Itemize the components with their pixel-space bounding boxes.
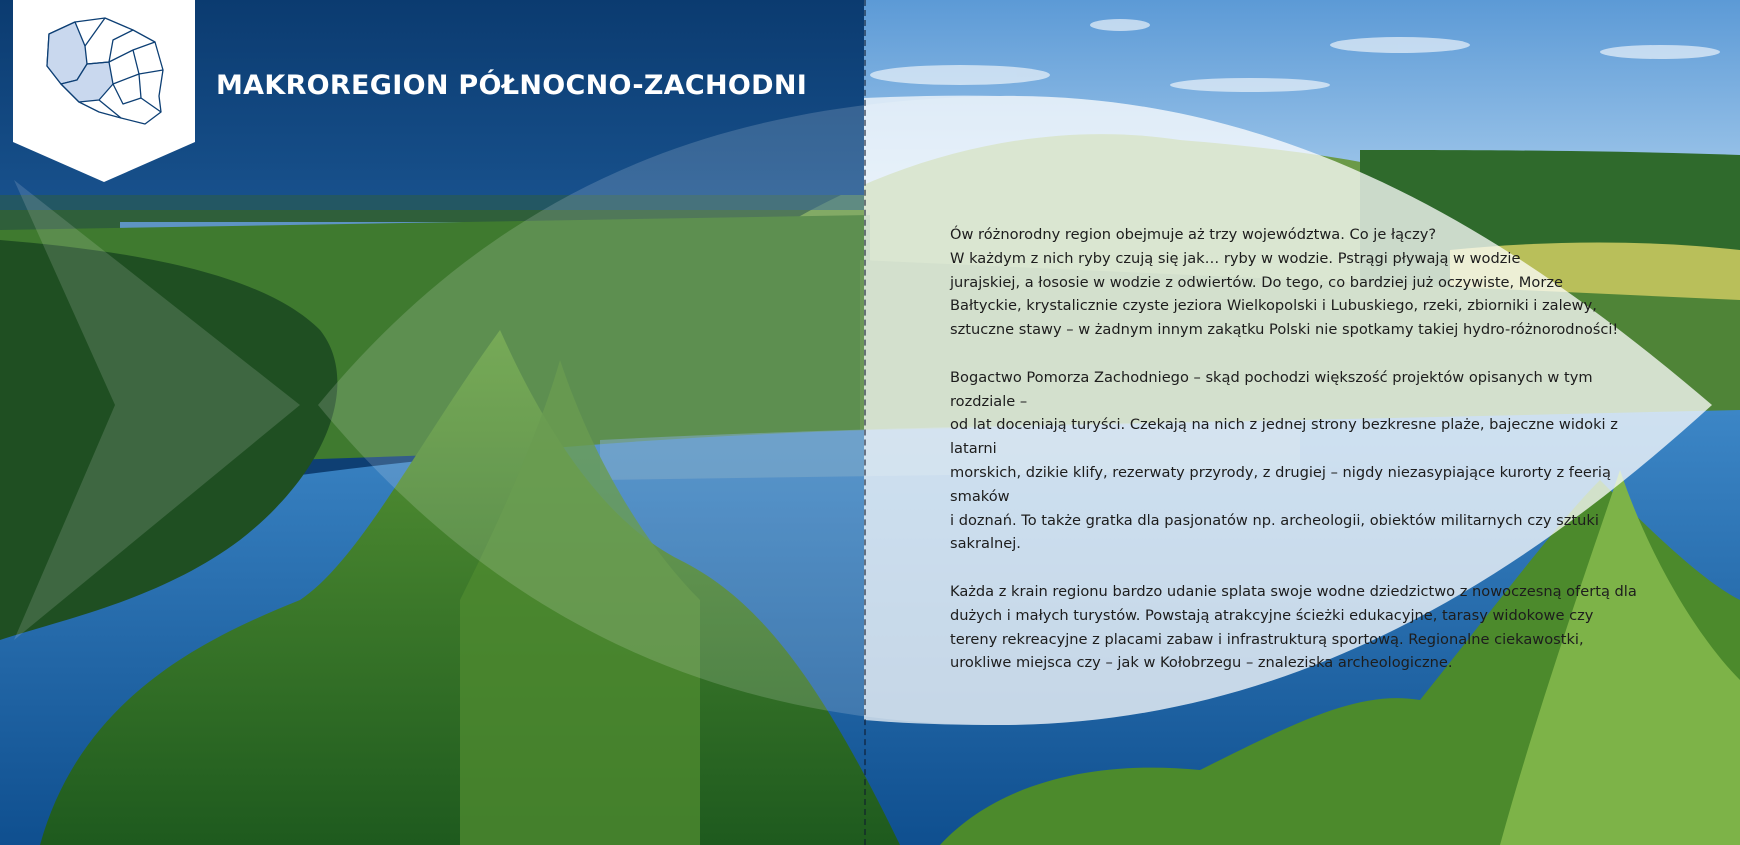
paragraph — [950, 580, 1650, 675]
text-line: jurajskiej, a łososie w wodzie z odwiertów. Do tego, co bardziej już oczywiste, Morze — [950, 273, 1563, 291]
text-line: morskich, dzikie klify, rezerwaty przyrody, z drugiej – nigdy niezasypiające kurorty z feerią smaków — [950, 463, 1611, 505]
text-line: i doznań. To także gratka dla pasjonatów np. archeologii, obiektów militarnych czy sztuki sakralnej. — [950, 511, 1599, 553]
page-spine-divider — [864, 0, 866, 845]
text-line: Każda z krain regionu bardzo udanie splata swoje wodne dziedzictwo z nowoczesną ofertą dla — [950, 582, 1637, 600]
text-line: dużych i małych turystów. Powstają atrakcyjne ścieżki edukacyjne, tarasy widokowe czy — [950, 606, 1594, 624]
text-line: urokliwe miejsca czy – jak w Kołobrzegu – znaleziska archeologiczne. — [950, 654, 1453, 672]
text-line: tereny rekreacyjne z placami zabaw i infrastrukturą sportową. Regionalne ciekawostki, — [950, 630, 1584, 648]
body-text — [950, 223, 1650, 699]
map-badge — [13, 0, 195, 182]
text-line: W każdym z nich ryby czują się jak… ryby w wodzie. Pstrągi pływają w wodzie — [950, 249, 1521, 267]
paragraph — [950, 366, 1650, 556]
text-line: Bogactwo Pomorza Zachodniego – skąd pochodzi większość projektów opisanych w tym rozdziale – — [950, 368, 1593, 410]
text-line: Bałtyckie, krystalicznie czyste jeziora Wielkopolski i Lubuskiego, rzeki, zbiorniki i zalewy, — [950, 297, 1597, 315]
text-line: od lat doceniają turyści. Czekają na nich z jednej strony bezkresne plaże, bajeczne widoki z latarni — [950, 416, 1618, 458]
text-line: sztuczne stawy – w żadnym innym zakątku Polski nie spotkamy takiej hydro-różnorodności! — [950, 321, 1619, 339]
page-title: MAKROREGION PÓŁNOCNO-ZACHODNI — [216, 70, 808, 101]
text-line: Ów różnorodny region obejmuje aż trzy województwa. Co je łączy? — [950, 226, 1437, 243]
paragraph — [950, 223, 1650, 342]
